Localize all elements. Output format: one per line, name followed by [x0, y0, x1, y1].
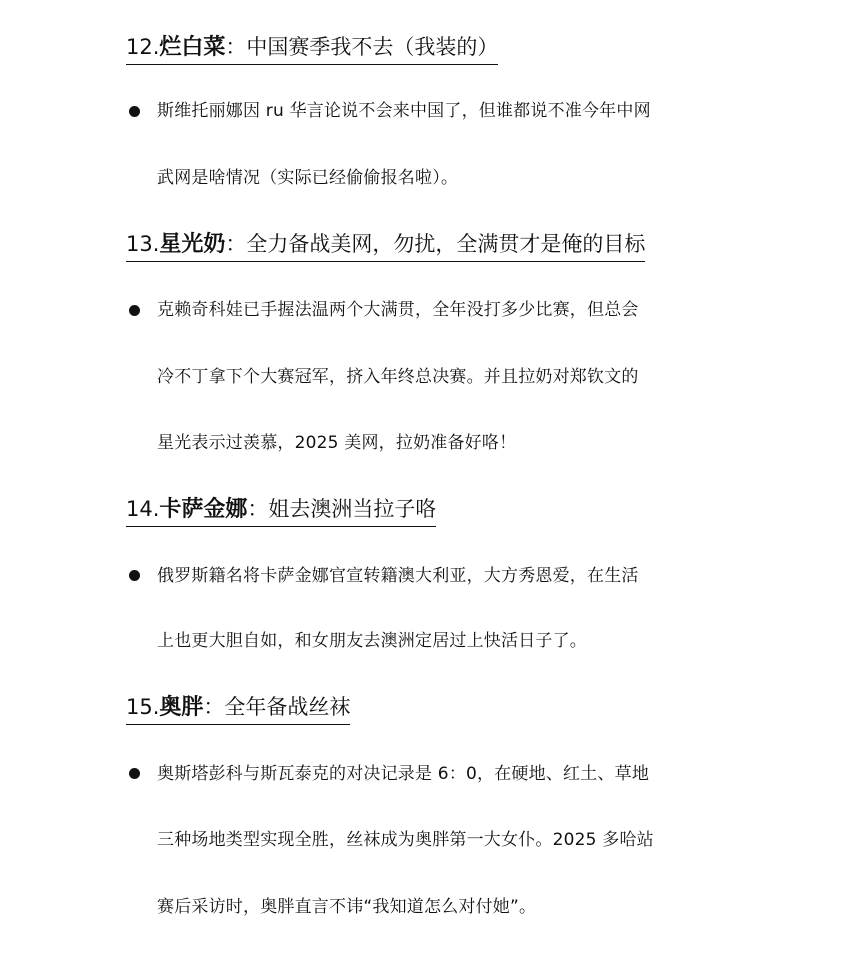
section-name: 奥胖	[159, 695, 204, 720]
section-separator: ：	[225, 35, 247, 59]
bullet-icon	[129, 570, 140, 581]
paragraph-line: 星光表示过羡慕，2025 美网，拉奶准备好咯！	[157, 433, 517, 453]
section-description: 姐去澳洲当拉子咯	[268, 497, 437, 521]
section-separator: ：	[247, 497, 269, 521]
paragraph-line: 武网是啥情况（实际已经偷偷报名啦）。	[157, 168, 459, 188]
section-name: 卡萨金娜	[159, 497, 248, 522]
paragraph-line: 赛后采访时，奥胖直言不讳“我知道怎么对付她”。	[157, 897, 537, 917]
section-title-14	[126, 494, 436, 527]
section-number: 13.	[126, 232, 160, 256]
section-title-15	[126, 692, 350, 725]
section-description: 中国赛季我不去（我装的）	[246, 35, 499, 59]
paragraph-line: 俄罗斯籍名将卡萨金娜官宣转籍澳大利亚，大方秀恩爱，在生活	[157, 566, 639, 586]
paragraph-line: 上也更大胆自如，和女朋友去澳洲定居过上快活日子了。	[157, 631, 587, 651]
paragraph-line: 斯维托丽娜因 ru 华言论说不会来中国了，但谁都说不准今年中网	[157, 101, 651, 121]
section-number: 14.	[126, 497, 160, 521]
section-separator: ：	[203, 695, 225, 719]
bullet-icon	[129, 768, 140, 779]
section-number: 15.	[126, 695, 160, 719]
section-description: 全年备战丝袜	[224, 695, 351, 719]
paragraph-line: 奥斯塔彭科与斯瓦泰克的对决记录是 6：0，在硬地、红土、草地	[157, 764, 650, 784]
paragraph-line: 三种场地类型实现全胜，丝袜成为奥胖第一大女仆。2025 多哈站	[157, 830, 654, 850]
section-separator: ：	[225, 232, 247, 256]
section-description: 全力备战美网，勿扰，全满贯才是俺的目标	[246, 232, 646, 256]
paragraph-line: 克赖奇科娃已手握法温两个大满贯，全年没打多少比赛，但总会	[157, 300, 639, 320]
bullet-icon	[129, 305, 140, 316]
bullet-icon	[129, 106, 140, 117]
section-name: 烂白菜	[159, 35, 226, 60]
section-title-12	[126, 32, 498, 65]
paragraph-line: 冷不丁拿下个大赛冠军，挤入年终总决赛。并且拉奶对郑钦文的	[157, 367, 639, 387]
section-number: 12.	[126, 35, 160, 59]
section-name: 星光奶	[159, 232, 226, 257]
section-title-13	[126, 229, 645, 262]
